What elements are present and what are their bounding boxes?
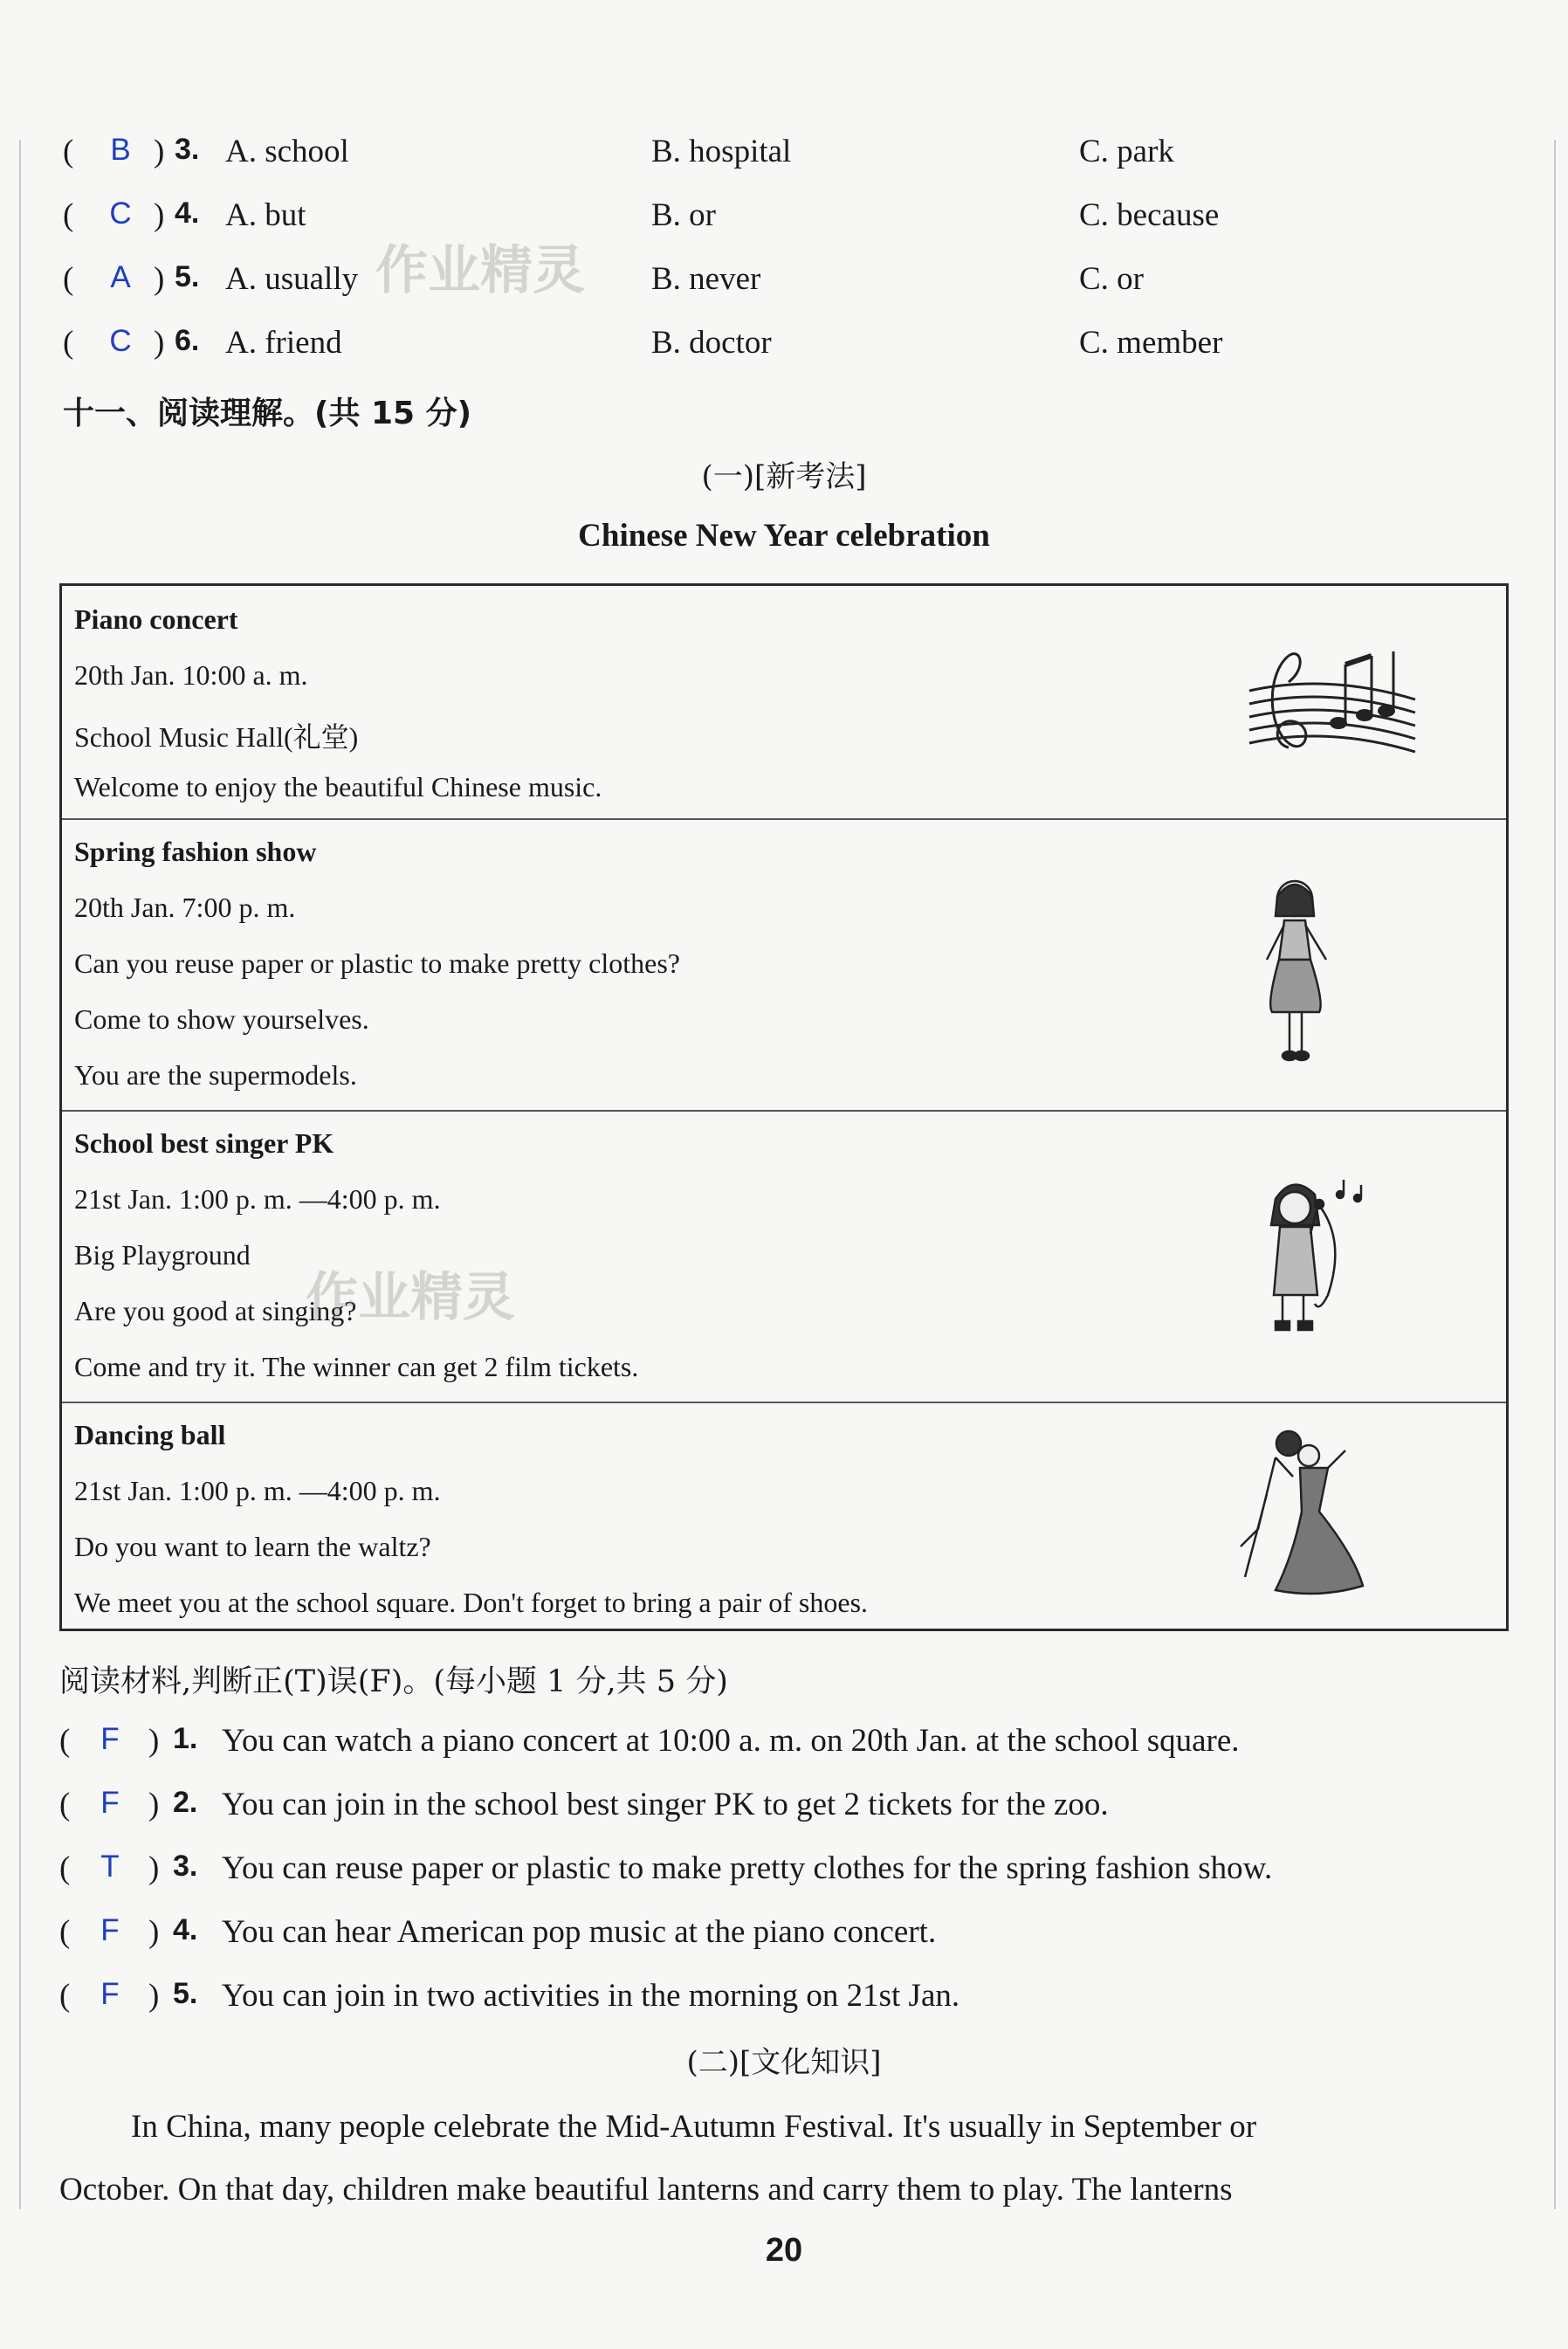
passage-title: Chinese New Year celebration xyxy=(578,518,990,554)
paren-open: ( xyxy=(63,197,74,233)
answer-mark: B xyxy=(110,133,131,167)
statement: You can reuse paper or plastic to make pretty clothes for the spring fashion show. xyxy=(222,1850,1273,1886)
event-line: School Music Hall(礼堂) xyxy=(74,721,359,753)
question-number: 5. xyxy=(175,260,200,293)
event-cell-piano xyxy=(62,586,1506,820)
event-line: You are the supermodels. xyxy=(74,1059,357,1091)
statement: You can join in two activities in the morning on 21st Jan. xyxy=(222,1978,960,2014)
question-number: 3. xyxy=(173,1850,198,1883)
option-c: C. because xyxy=(1079,197,1220,233)
event-title: School best singer PK xyxy=(74,1127,334,1159)
left-margin-line xyxy=(19,140,21,2209)
answer-mark: T xyxy=(100,1850,120,1884)
event-cell-dancing xyxy=(62,1403,1506,1634)
paragraph-line-2: October. On that day, children make beautiful lanterns and carry them to play. The lanterns xyxy=(59,2172,1233,2208)
paren-close: ) xyxy=(154,197,165,233)
question-number: 4. xyxy=(175,196,200,230)
true-false-row xyxy=(59,1850,1526,1902)
part1-label: (一)[新考法] xyxy=(701,459,867,494)
question-number: 4. xyxy=(173,1913,198,1946)
paren-open: ( xyxy=(59,1723,71,1759)
paren-open: ( xyxy=(63,261,74,297)
event-line: Welcome to enjoy the beautiful Chinese music. xyxy=(74,771,602,803)
paren-open: ( xyxy=(59,1978,71,2014)
event-line: Do you want to learn the waltz? xyxy=(74,1531,431,1562)
event-line: Can you reuse paper or plastic to make pretty clothes? xyxy=(74,947,680,979)
watermark: 作业精灵 xyxy=(375,240,585,301)
event-cell-singer xyxy=(62,1112,1506,1403)
option-a: A. but xyxy=(225,197,306,233)
event-line: Are you good at singing? xyxy=(74,1295,357,1326)
true-false-row xyxy=(59,1913,1526,1966)
section-title: 十一、阅读理解。(共 15 分) xyxy=(63,396,472,431)
event-title: Spring fashion show xyxy=(74,836,317,867)
statement: You can join in the school best singer PK to get 2 tickets for the zoo. xyxy=(222,1787,1109,1822)
event-line: 21st Jan. 1:00 p. m. —4:00 p. m. xyxy=(74,1183,441,1215)
choice-row xyxy=(63,324,1512,376)
instruction: 阅读材料,判断正(T)误(F)。(每小题 1 分,共 5 分) xyxy=(59,1664,728,1699)
event-line: Come to show yourselves. xyxy=(74,1003,369,1035)
answer-mark: A xyxy=(110,260,131,294)
statement: You can hear American pop music at the piano concert. xyxy=(222,1914,937,1950)
paren-close: ) xyxy=(148,1723,160,1759)
option-a: A. school xyxy=(225,134,349,169)
girl-model-icon xyxy=(1249,872,1345,1073)
answer-mark: C xyxy=(109,324,132,358)
option-b: B. or xyxy=(651,197,716,233)
paren-close: ) xyxy=(148,1914,160,1950)
answer-mark: C xyxy=(109,196,132,231)
statement: You can watch a piano concert at 10:00 a. m. on 20th Jan. at the school square. xyxy=(222,1723,1240,1759)
paren-close: ) xyxy=(148,1787,160,1822)
event-line: We meet you at the school square. Don't forget to bring a pair of shoes. xyxy=(74,1587,869,1618)
event-line: 20th Jan. 10:00 a. m. xyxy=(74,659,308,691)
event-cell-fashion xyxy=(62,820,1506,1112)
question-number: 1. xyxy=(173,1722,198,1755)
answer-mark: F xyxy=(100,1913,120,1947)
question-number: 3. xyxy=(175,133,200,166)
question-number: 5. xyxy=(173,1977,198,2010)
page-number: 20 xyxy=(765,2232,803,2269)
answer-mark: F xyxy=(100,1977,120,2011)
question-number: 2. xyxy=(173,1786,198,1819)
paren-close: ) xyxy=(148,1978,160,2014)
paren-close: ) xyxy=(154,261,165,297)
paren-close: ) xyxy=(148,1850,160,1886)
event-line: 20th Jan. 7:00 p. m. xyxy=(74,892,296,923)
music-notes-icon xyxy=(1241,638,1424,761)
paren-open: ( xyxy=(59,1914,71,1950)
part2-label: (二)[文化知识] xyxy=(686,2045,882,2080)
option-a: A. friend xyxy=(225,325,342,361)
answer-mark: F xyxy=(100,1786,120,1820)
paren-open: ( xyxy=(63,325,74,361)
option-b: B. doctor xyxy=(651,325,772,361)
choice-row xyxy=(63,260,1512,313)
option-b: B. hospital xyxy=(651,134,792,169)
event-line: 21st Jan. 1:00 p. m. —4:00 p. m. xyxy=(74,1475,441,1506)
answer-mark: F xyxy=(100,1722,120,1756)
event-title: Dancing ball xyxy=(74,1419,226,1450)
paragraph-line-1: In China, many people celebrate the Mid-Autumn Festival. It's usually in September or xyxy=(131,2109,1257,2145)
choice-row xyxy=(63,133,1512,185)
right-margin-line xyxy=(1554,140,1556,2209)
paren-open: ( xyxy=(59,1850,71,1886)
option-c: C. member xyxy=(1079,325,1223,361)
true-false-row xyxy=(59,1722,1526,1774)
paren-open: ( xyxy=(63,134,74,169)
girl-singer-icon xyxy=(1241,1173,1372,1339)
true-false-row xyxy=(59,1786,1526,1838)
event-line: Big Playground xyxy=(74,1239,251,1271)
watermark: 作业精灵 xyxy=(306,1267,515,1328)
paren-close: ) xyxy=(154,325,165,361)
event-notice-table xyxy=(59,583,1509,1631)
option-a: A. usually xyxy=(225,261,359,297)
event-title: Piano concert xyxy=(74,603,238,635)
option-c: C. or xyxy=(1079,261,1144,297)
event-line: Come and try it. The winner can get 2 film tickets. xyxy=(74,1351,639,1382)
option-c: C. park xyxy=(1079,134,1174,169)
paren-close: ) xyxy=(154,134,165,169)
true-false-row xyxy=(59,1977,1526,2029)
choice-row xyxy=(63,196,1512,249)
paren-open: ( xyxy=(59,1787,71,1822)
dancing-couple-icon xyxy=(1223,1424,1372,1608)
question-number: 6. xyxy=(175,324,200,357)
option-b: B. never xyxy=(651,261,761,297)
